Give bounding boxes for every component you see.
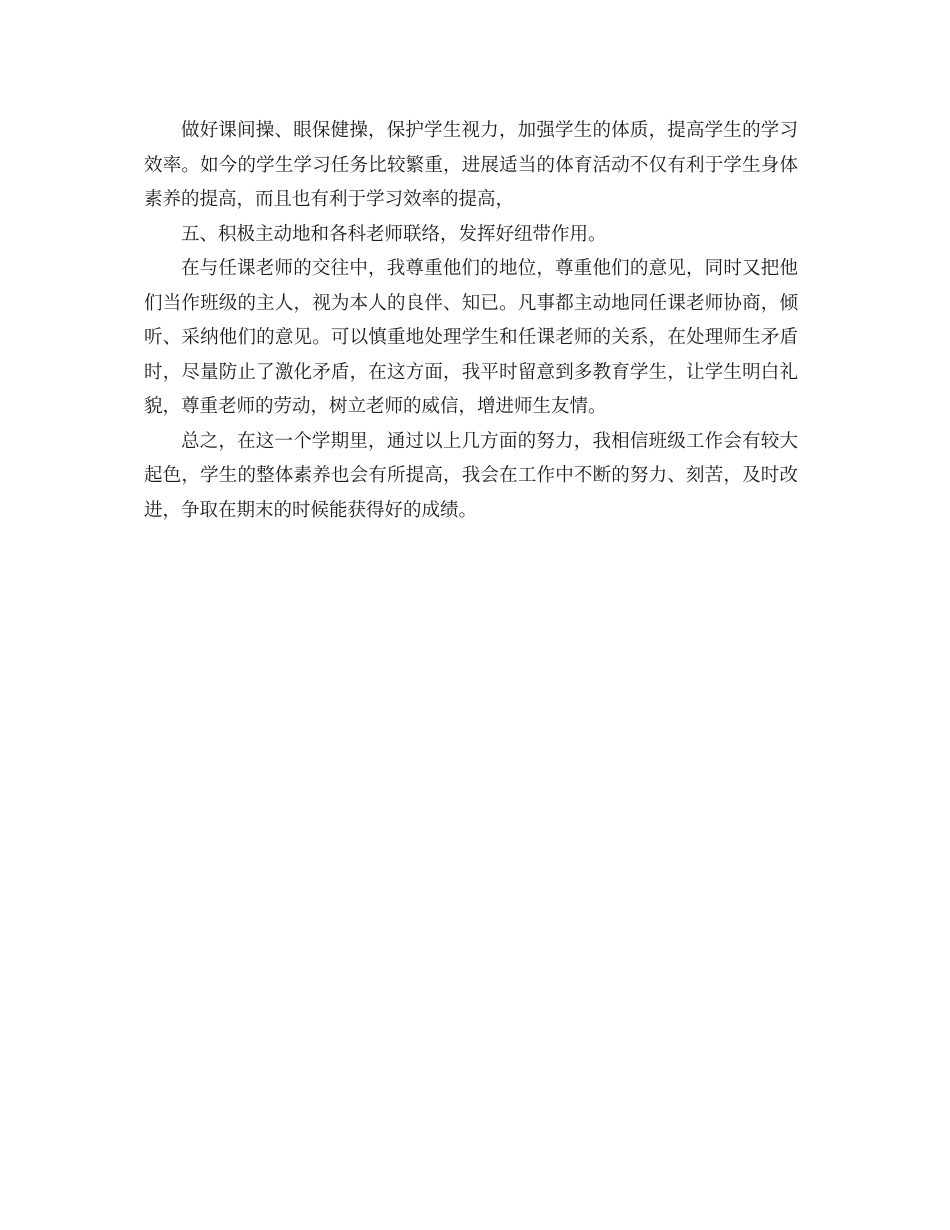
paragraph-section-five-heading: 五、积极主动地和各科老师联络，发挥好纽带作用。 xyxy=(181,223,607,245)
paragraph-conclusion: 总之，在这一个学期里，通过以上几方面的努力，我相信班级工作会有较大起色，学生的整体素养也会有所提高，我会在工作中不断的努力、刻苦，及时改进，争取在期末的时候能获得好的成绩。 xyxy=(144,430,798,521)
paragraph-exercise: 做好课间操、眼保健操，保护学生视力，加强学生的体质，提高学生的学习效率。如今的学生学习任务比较繁重，进展适当的体育活动不仅有利于学生身体素养的提高，而且也有利于学习效率的提高， xyxy=(144,120,798,210)
paragraph-teachers: 在与任课老师的交往中，我尊重他们的地位，尊重他们的意见，同时又把他们当作班级的主人，视为本人的良伴、知已。凡事都主动地同任课老师协商，倾听、采纳他们的意见。可以慎重地处理学生和任课老师的关系，在处理师生矛盾时，尽量防止了激化矛盾，在这方面，我平时留意到多教育学生，让学生明白礼貌，尊重老师的劳动，树立老师的威信，增进师生友情。 xyxy=(144,258,798,417)
document-body xyxy=(144,114,798,528)
